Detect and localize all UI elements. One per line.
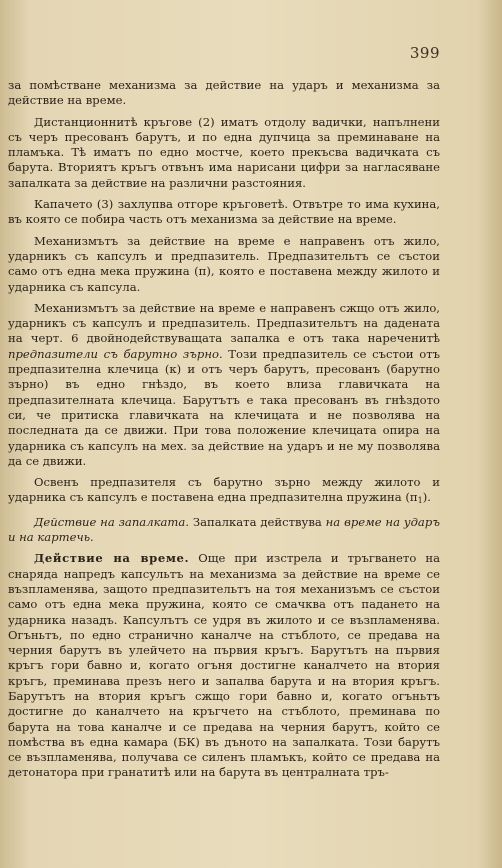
paragraph-4: Механизмътъ за действие на време е направенъ отъ жило, ударникъ съ капсулъ и предпазитель. Предпазительтъ се състои само отъ една мека пружина (п), която е поставена между жилото и ударника съ капсула. — [8, 233, 440, 294]
page-text — [8, 78, 440, 787]
paragraph-7-emphasis: на време на ударъ и на картечь. — [8, 514, 440, 545]
paragraph-7 — [8, 515, 440, 546]
paragraph-5-before: Механизмътъ за действие на време е направенъ сжщо отъ жило, ударникъ съ капсулъ и предпазитель. Предпазительтъ на дадената на черт. 6 двойнодействуващата запалка е отъ така нареченитѣ — [8, 300, 440, 346]
paragraph-6-after: ). — [422, 490, 431, 505]
paragraph-7-middle: Запалката действува — [189, 514, 326, 529]
paragraph-3: Капачето (3) захлупва отгоре кръговетѣ. Отвътре то има кухина, въ която се побира часть отъ механизма за действие на време. — [8, 197, 440, 227]
paragraph-8 — [8, 551, 440, 780]
paragraph-2: Дистанционнитѣ кръгове (2) иматъ отдолу вадички, напълнени съ черъ пресованъ барутъ, и по една дупчица за преминаване на пламъка. Тѣ иматъ по едно мостче, което прекъсва вадичката съ барута. Вториятъ кръгъ отвънъ има нарисани цифри за нагласяване запалката за действие на различни разстояния. — [8, 114, 440, 190]
paragraph-8-body: Още при изстрела и тръгването на снаряда напредъ капсультъ на механизма за действие на време се възпламенява, защото предпазительтъ на тоя механизъмъ се състои само отъ една мека пружина, която се смачква отъ падането на ударника назадъ. Капсулътъ се удря въ жилото и се възпламенява. Огъньтъ, по едно странично каналче на стъблото, се предава на черния барутъ въ улейчето на първия кръгъ. Барутътъ на първия кръгъ гори бавно и, когато огъня достигне каналчето на втория кръгъ, преминава презъ него и запалва барута и на втория кръгъ. Барутътъ на втория кръгъ сжщо гори бавно и, когато огъньтъ достигне до каналчето на кръгчето на стъблото, преминава по барута на това каналче и се предава на черния барутъ, който се помѣства въ една камара (БК) въ дъното на запалката. Този барутъ се възпламенява, получава се силенъ пламъкъ, който се предава на детонатора при гранатитѣ или на барута въ централната тръ- — [8, 551, 440, 780]
paragraph-5-after: . Този предпазитель се състои отъ предпазителна клечица (к) и отъ черъ барутъ, пресованъ (барутно зърно) въ едно гнѣздо, въ което влиза главичката на предпазителната клечица. Барутътъ е така пресованъ въ гнѣздото си, че притиска главичката на клечицата и не позволява на последната да се движи. При това положение клечицата опира на ударника съ капсулъ на мех. за действие на ударъ и не му позволява да се движи. — [8, 346, 440, 468]
run-in-heading-time-action: Действие на време. — [34, 551, 190, 566]
paragraph-6-subscript: 1 — [417, 496, 423, 506]
paragraph-6 — [8, 475, 440, 509]
section-heading-action: Действие на запалката. — [34, 514, 190, 529]
paragraph-5 — [8, 301, 440, 469]
paragraph-6-before: Освенъ предпазителя съ барутно зърно между жилото и ударника съ капсулъ е поставена една предпазителна пружина (п — [8, 475, 440, 505]
paragraph-1: за помѣстване механизма за действие на ударъ и механизма за действие на време. — [8, 78, 440, 108]
paragraph-5-emphasis: предпазители съ барутно зърно — [8, 346, 219, 361]
page-number: 399 — [409, 44, 440, 62]
